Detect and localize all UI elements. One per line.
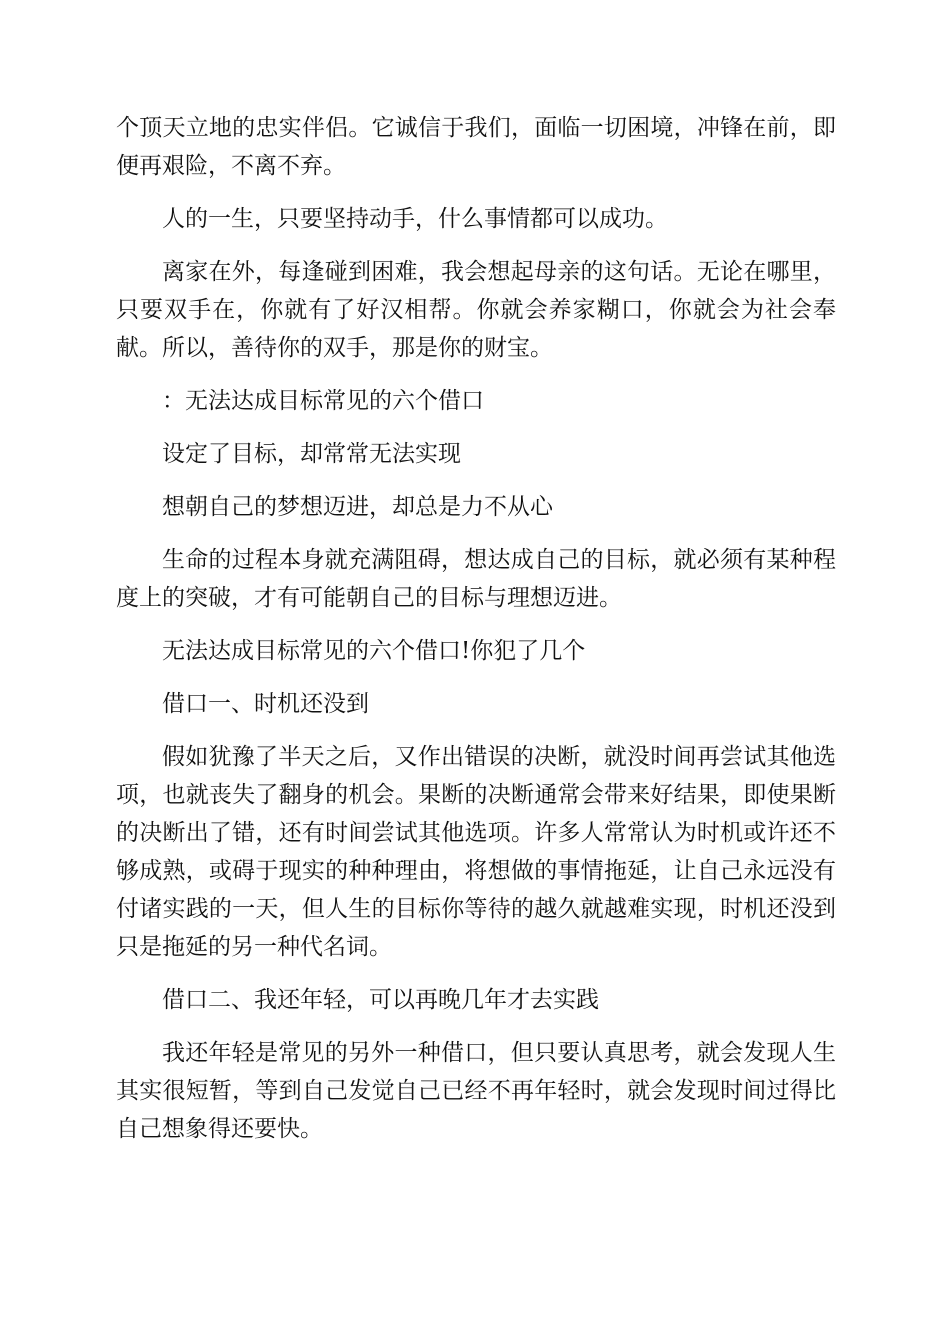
section-heading: 无法达成目标常见的六个借口!你犯了几个 <box>162 638 586 664</box>
paragraph: 设定了目标，却常常无法实现 <box>162 441 461 467</box>
paragraph: 生命的过程本身就充满阻碍，想达成自己的目标，就必须有某种程度上的突破，才有可能朝自己的目标与理想迈进。 <box>116 547 836 611</box>
paragraph: 离家在外，每逢碰到困难，我会想起母亲的这句话。无论在哪里，只要双手在，你就有了好汉相帮。你就会养家糊口，你就会为社会奉献。所以，善待你的双手，那是你的财宝。 <box>116 259 836 361</box>
section-heading: ：无法达成目标常见的六个借口 <box>162 388 484 414</box>
excuse-heading-2: 借口二、我还年轻，可以再晚几年才去实践 <box>162 987 599 1013</box>
document-body <box>116 109 836 1163</box>
paragraph: 我还年轻是常见的另外一种借口，但只要认真思考，就会发现人生其实很短暂，等到自己发觉自己已经不再年轻时，就会发现时间过得比自己想象得还要快。 <box>116 1040 836 1142</box>
paragraph-continuation: 个顶天立地的忠实伴侣。它诚信于我们，面临一切困境，冲锋在前，即便再艰险，不离不弃。 <box>116 115 836 179</box>
excuse-heading-1: 借口一、时机还没到 <box>162 691 369 717</box>
paragraph: 假如犹豫了半天之后，又作出错误的决断，就没时间再尝试其他选项，也就丧失了翻身的机会。果断的决断通常会带来好结果，即使果断的决断出了错，还有时间尝试其他选项。许多人常常认为时机或许还不够成熟，或碍于现实的种种理由，将想做的事情拖延，让自己永远没有付诸实践的一天，但人生的目标你等待的越久就越难实现，时机还没到只是拖延的另一种代名词。 <box>116 744 836 960</box>
paragraph: 人的一生，只要坚持动手，什么事情都可以成功。 <box>162 206 668 232</box>
paragraph: 想朝自己的梦想迈进，却总是力不从心 <box>162 494 553 520</box>
